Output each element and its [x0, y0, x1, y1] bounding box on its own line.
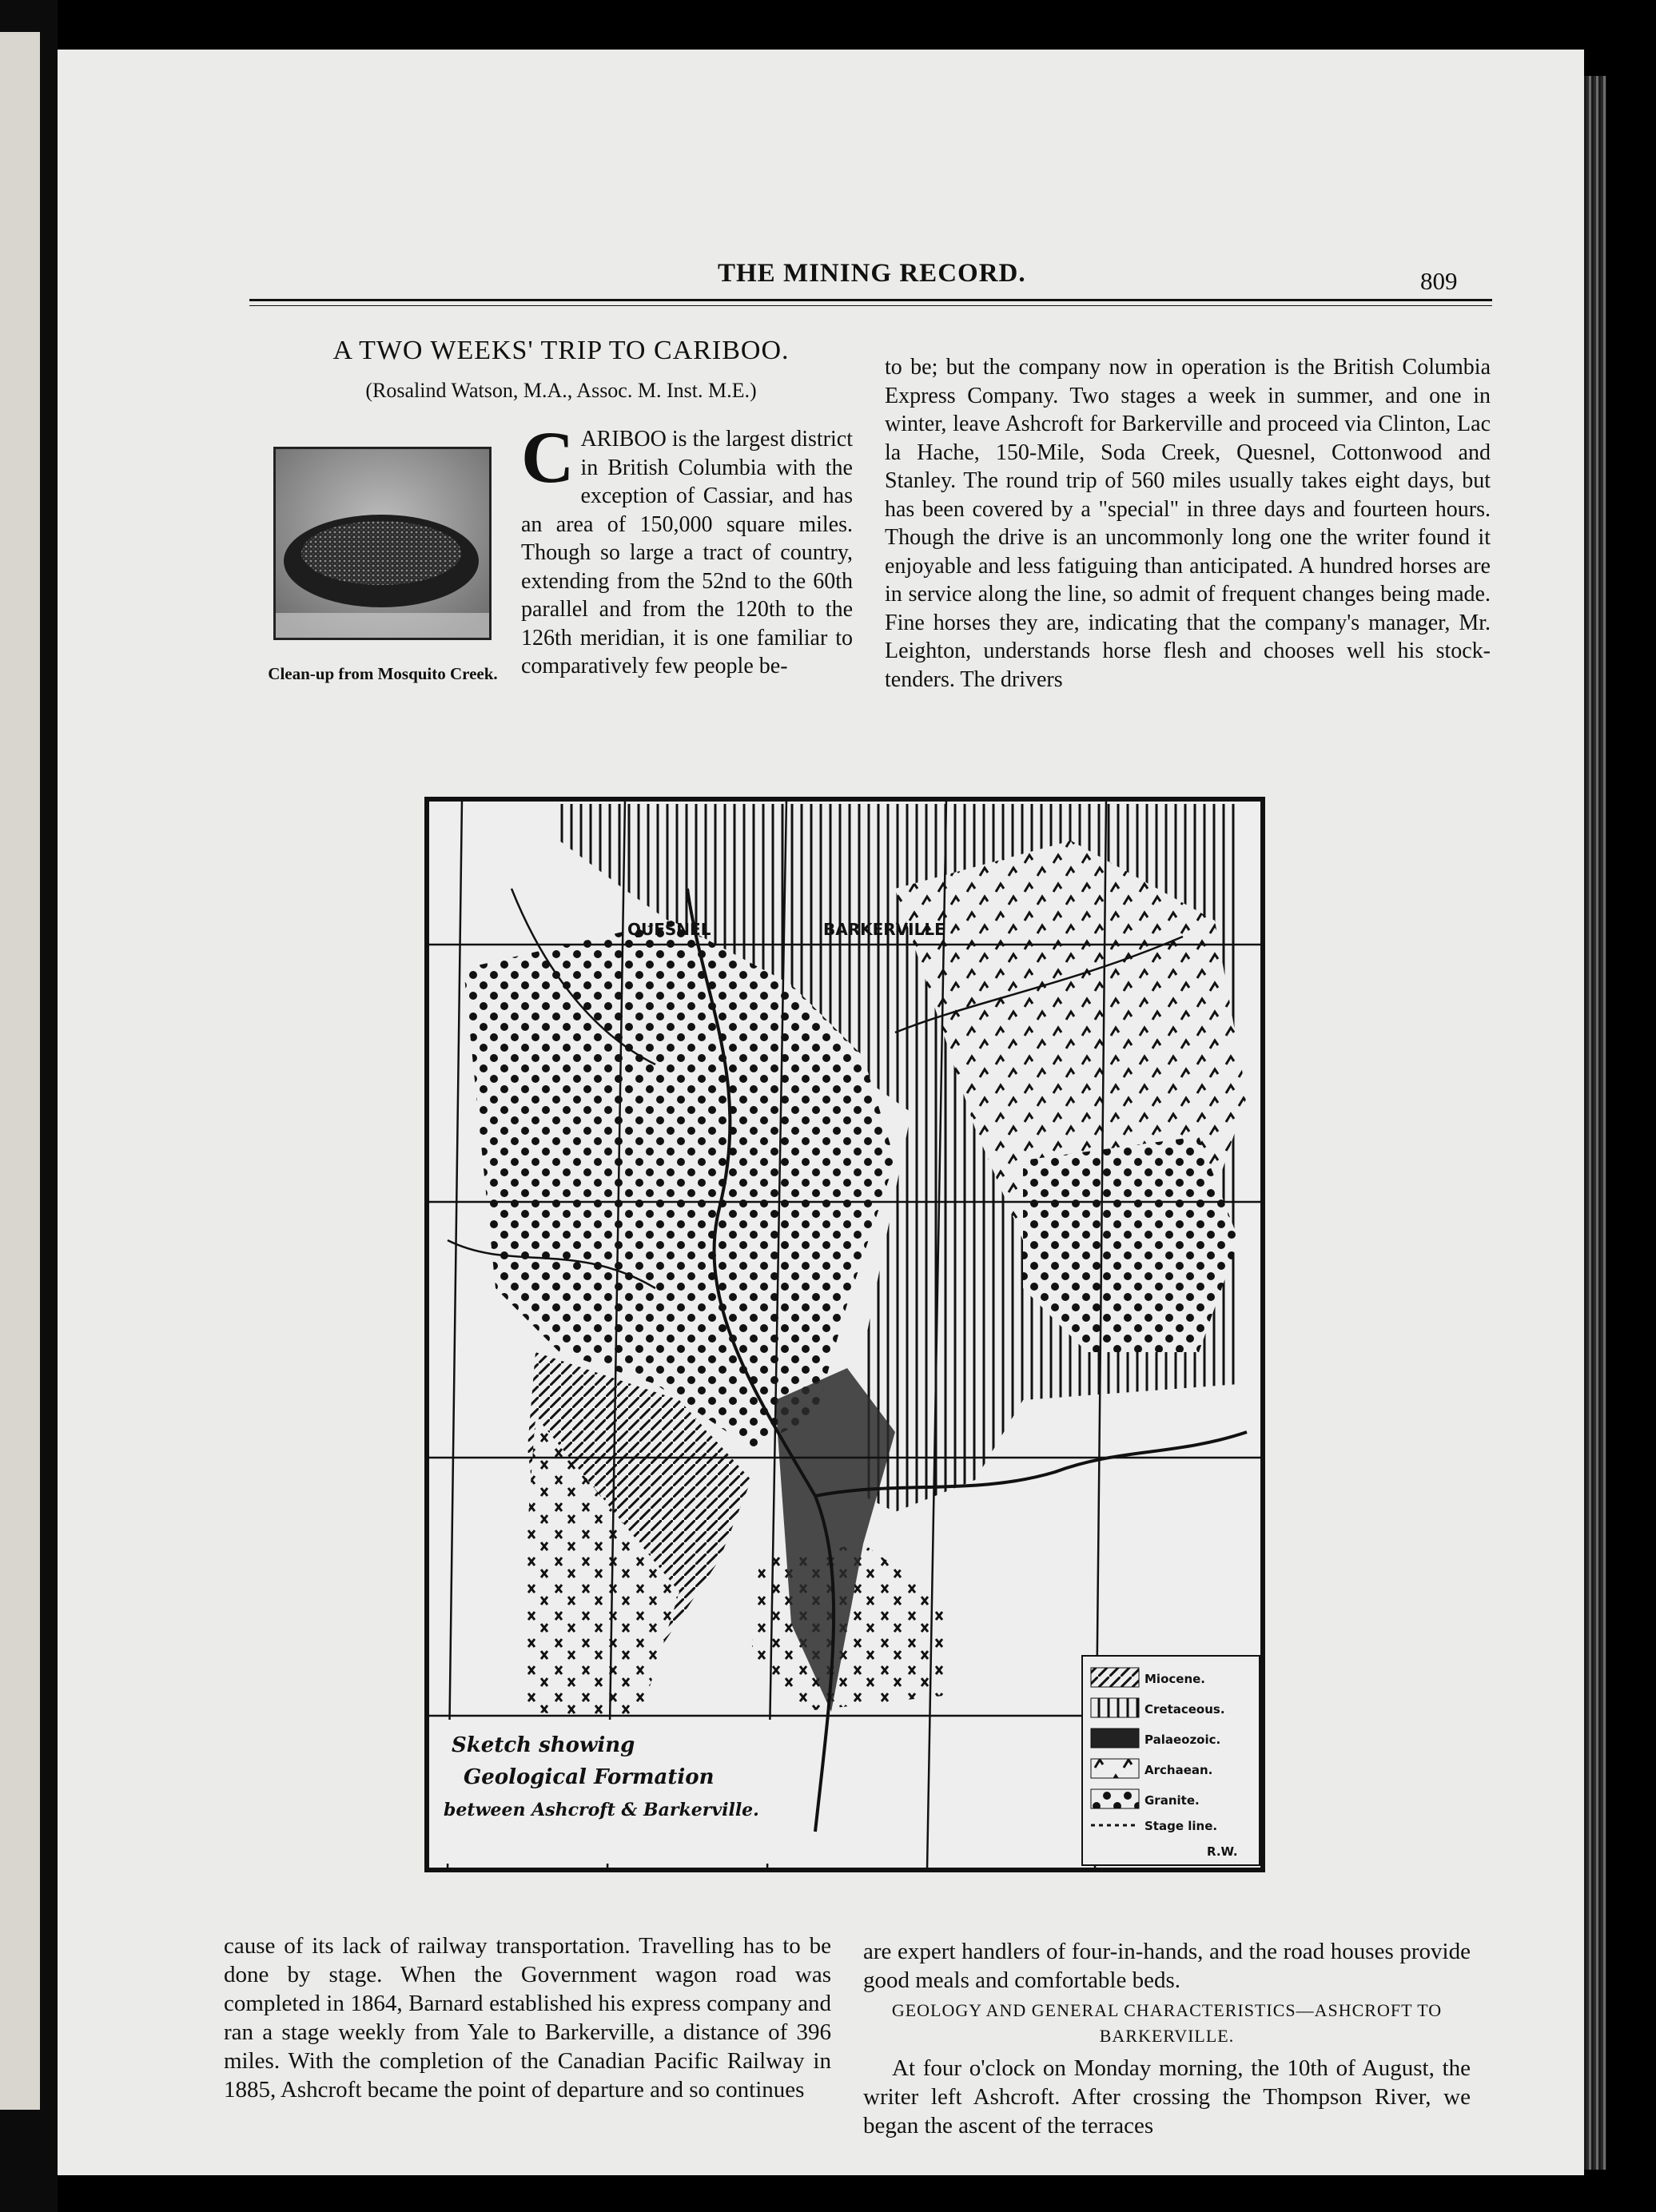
- photo-gold-pan: [273, 447, 492, 640]
- geological-sketch-map: [416, 793, 1271, 1880]
- bottom-column-2: [863, 1937, 1471, 2140]
- photo-caption: Clean-up from Mosquito Creek.: [268, 664, 498, 683]
- map-label-barkerville: BARKERVILLE: [823, 920, 945, 939]
- legend-palaeozoic: Palaeozoic.: [1144, 1733, 1221, 1747]
- article-title: A TWO WEEKS' TRIP TO CARIBOO.: [332, 336, 790, 365]
- running-header: THE MINING RECORD.: [718, 259, 1026, 288]
- paragraph: are expert handlers of four-in-hands, and the road houses provide good meals and comfortable beds.: [863, 1939, 1471, 1993]
- section-heading: GEOLOGY AND GENERAL CHARACTERISTICS—ASHCROFT TO BARKERVILLE.: [891, 2000, 1443, 2046]
- map-title-line-2: Geological Formation: [464, 1765, 715, 1789]
- legend-miocene: Miocene.: [1144, 1672, 1205, 1686]
- header-rule-thin: [249, 305, 1492, 306]
- map-title-line-3: between Ashcroft & Barkerville.: [444, 1800, 759, 1820]
- legend-cretaceous: Cretaceous.: [1144, 1702, 1225, 1717]
- article-column-1: [521, 416, 853, 681]
- paragraph: At four o'clock on Monday morning, the 10th of August, the writer left Ashcroft. After crossing the Thompson River, we began the ascent of the terraces: [863, 2055, 1471, 2138]
- legend-stage-line: Stage line.: [1144, 1819, 1218, 1833]
- page-number: 809: [1420, 267, 1458, 295]
- legend-granite: Granite.: [1144, 1793, 1200, 1808]
- paragraph: to be; but the company now in operation is the British Columbia Express Company. Two stages a week in summer, and one in winter, leave Ashcroft for Barkerville and proceed via Clinton, Lac la Hache, 150-Mile, Soda Creek, Quesnel, Cottonwood and Stanley. The round trip of 560 miles usually takes eight days, but has been covered by a "special" in three days and fourteen hours. Though the drive is an uncommonly long one the writer found it enjoyable and less fatiguing than anticipated. A hundred horses are in service along the line, so admit of frequent changes being made. Fine horses they are, indicating that the company's manager, Mr. Leighton, understands horse flesh and chooses well his stock-tenders. The drivers: [885, 355, 1491, 692]
- drop-cap: C: [521, 416, 575, 498]
- legend-archaean: Archaean.: [1144, 1763, 1213, 1777]
- previous-page-edge: [0, 32, 40, 2110]
- byline: (Rosalind Watson, M.A., Assoc. M. Inst. M.E.): [365, 379, 757, 402]
- map-initials: R.W.: [1207, 1844, 1238, 1859]
- paragraph: cause of its lack of railway transportation. Travelling has to be done by stage. When the Government wagon road was completed in 1864, Barnard established his express company and ran a stage weekly from Yale to Barkerville, a distance of 396 miles. With the completion of the Canadian Pacific Railway in 1885, Ashcroft became the point of departure and so continues: [224, 1933, 831, 2103]
- map-title-line-1: Sketch showing: [452, 1733, 635, 1757]
- article-column-2: [885, 353, 1491, 694]
- paragraph: ARIBOO is the largest district in British Columbia with the exception of Cassiar, and has an area of 150,000 square miles. Though so large a tract of country, extending from the 52nd to the 60th parallel and from the 120th to the 126th meridian, it is one familiar to comparatively few people be-: [521, 427, 853, 678]
- bottom-column-1: [224, 1932, 831, 2104]
- header-rule: [249, 299, 1492, 301]
- map-label-quesnel: QUESNEL: [627, 920, 711, 939]
- page: [58, 50, 1584, 2175]
